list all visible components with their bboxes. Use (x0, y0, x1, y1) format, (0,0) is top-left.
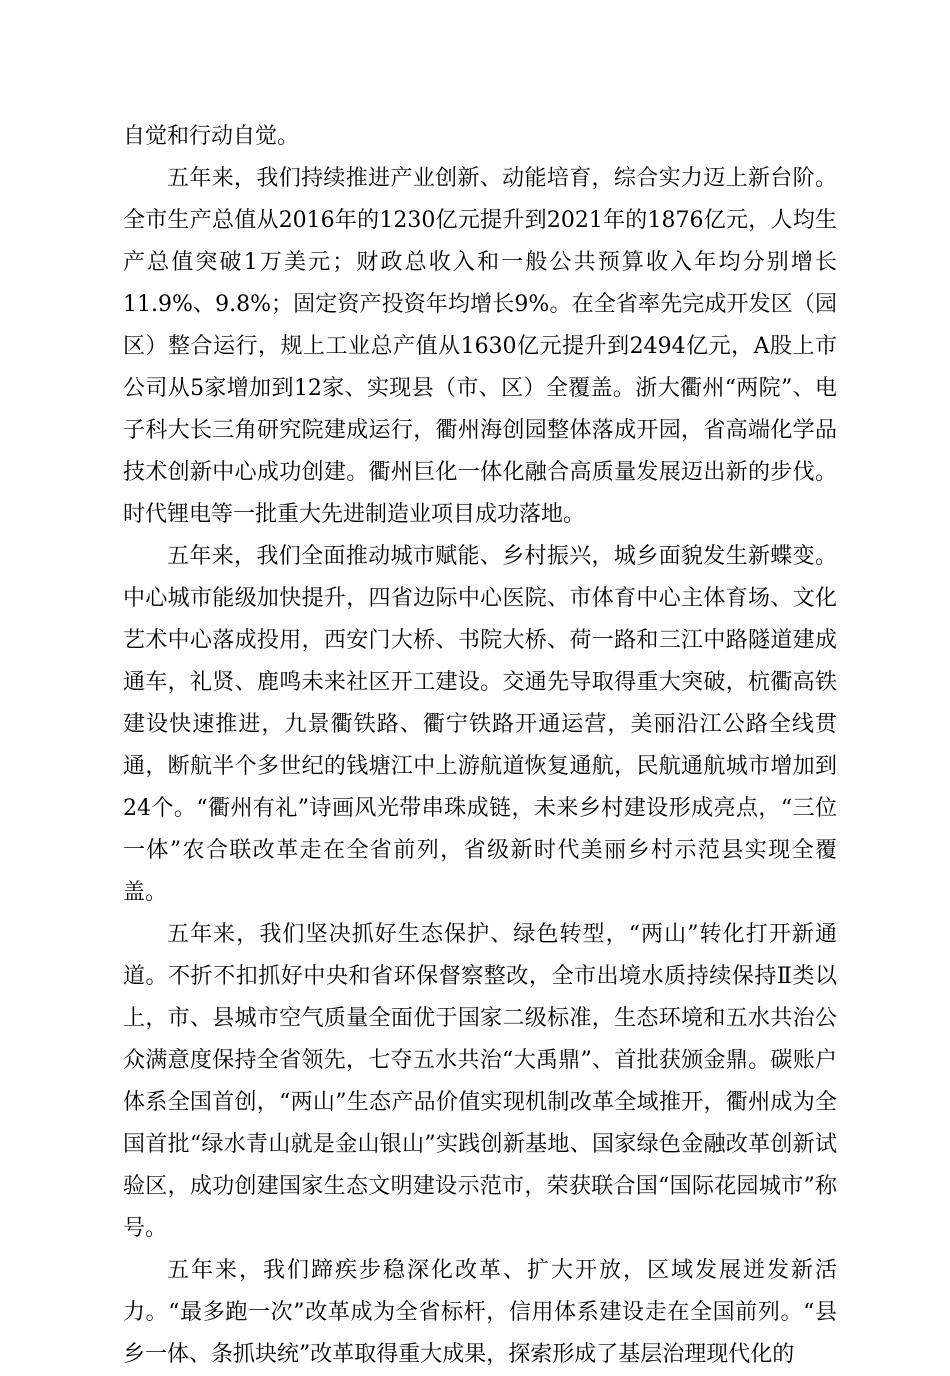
paragraph-reform-opening: 五年来，我们蹄疾步稳深化改革、扩大开放，区域发展迸发新活力。“最多跑一次”改革成为全省标杆，信用体系建设走在全国前列。“县乡一体、条抓块统”改革取得重大成果，探索形成了基层治理现代化的 (123, 1258, 837, 1367)
paragraph-ecology: 五年来，我们坚决抓好生态保护、绿色转型，“两山”转化打开新通道。不折不扣抓好中央和省环保督察整改，全市出境水质持续保持Ⅱ类以上，市、县城市空气质量全面优于国家二级标准，生态环境和五水共治公众满意度保持全省领先，七夺五水共治“大禹鼎”、首批获颁金鼎。碳账户体系全国首创，“两山”生态产品价值实现机制改革全域推开，衢州成为全国首批“绿水青山就是金山银山”实践创新基地、国家绿色金融改革创新试验区，成功创建国家生态文明建设示范市，荣获联合国“国际花园城市”称号。 (123, 922, 837, 1241)
paragraph-industry-innovation: 五年来，我们持续推进产业创新、动能培育，综合实力迈上新台阶。全市生产总值从2016年的1230亿元提升到2021年的1876亿元，人均生产总值突破1万美元；财政总收入和一般公共预算收入年均分别增长11.9%、9.8%；固定资产投资年均增长9%。在全省率先完成开发区（园区）整合运行，规上工业总产值从1630亿元提升到2494亿元，A股上市公司从5家增加到12家、实现县（市、区）全覆盖。浙大衢州“两院”、电子科大长三角研究院建成运行，衢州海创园整体落成开园，省高端化学品技术创新中心成功创建。衢州巨化一体化融合高质量发展迈出新的步伐。时代锂电等一批重大先进制造业项目成功落地。 (123, 166, 837, 527)
document-body (123, 116, 837, 1376)
paragraph-continuation: 自觉和行动自觉。 (123, 124, 300, 149)
paragraph-urban-rural: 五年来，我们全面推动城市赋能、乡村振兴，城乡面貌发生新蝶变。中心城市能级加快提升，四省边际中心医院、市体育中心主体育场、文化艺术中心落成投用，西安门大桥、书院大桥、荷一路和三江中路隧道建成通车，礼贤、鹿鸣未来社区开工建设。交通先导取得重大突破，杭衢高铁建设快速推进，九景衢铁路、衢宁铁路开通运营，美丽沿江公路全线贯通，断航半个多世纪的钱塘江中上游航道恢复通航，民航通航城市增加到24个。“衢州有礼”诗画风光带串珠成链，未来乡村建设形成亮点，“三位一体”农合联改革走在全省前列，省级新时代美丽乡村示范县实现全覆盖。 (123, 544, 837, 905)
